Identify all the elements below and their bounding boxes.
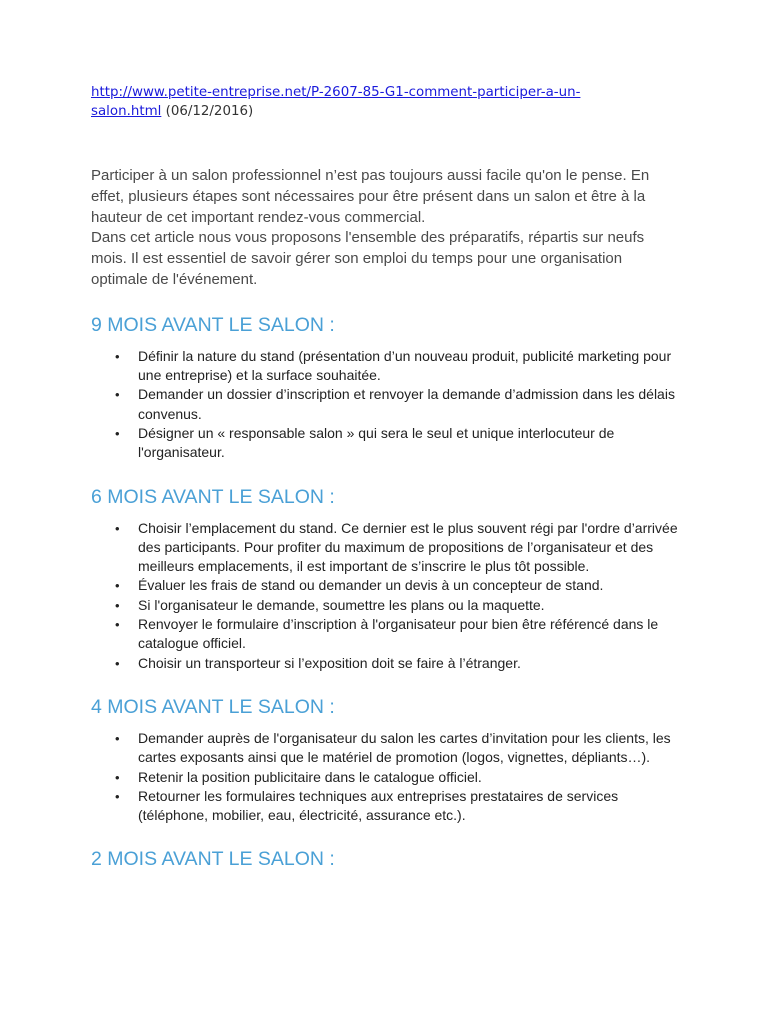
list-item-text: Évaluer les frais de stand ou demander un devis à un concepteur de stand. xyxy=(138,577,604,594)
list-item-text: Si l'organisateur le demande, soumettre les plans ou la maquette. xyxy=(138,596,545,613)
intro xyxy=(91,166,681,291)
list-item xyxy=(91,768,681,787)
bullet: • xyxy=(115,348,120,364)
source-url-line1[interactable]: http://www.petite-entreprise.net/P-2607-85-G1-comment-participer-a-un- xyxy=(91,85,581,100)
list-item xyxy=(91,576,681,595)
list-item-text: Renvoyer le formulaire d’inscription à l'organisateur pour bien être référencé dans le catalogue officiel. xyxy=(138,616,659,652)
list-item xyxy=(91,654,681,673)
section-list-6-months xyxy=(91,519,681,673)
bullet: • xyxy=(115,730,120,746)
bullet: • xyxy=(115,617,120,633)
list-item-text: Retourner les formulaires techniques aux entreprises prestataires de services (téléphone, mobilier, eau, électricité, assurance etc.). xyxy=(138,787,619,824)
list-item xyxy=(91,596,681,615)
intro-paragraph-1: Participer à un salon professionnel n’est pas toujours aussi facile qu'on le pense. En effet, plusieurs étapes sont nécessaires pour être présent dans un salon et être à la hauteur de cet important rendez-vous commercial. xyxy=(91,167,650,226)
document-page xyxy=(91,84,681,871)
section-title-2-months: 2 MOIS AVANT LE SALON : xyxy=(91,848,335,871)
section-title-4-months: 4 MOIS AVANT LE SALON : xyxy=(91,695,335,718)
list-item xyxy=(91,424,681,463)
bullet: • xyxy=(115,788,120,804)
list-item-text: Demander auprès de l'organisateur du salon les cartes d’invitation pour les clients, les cartes exposants ainsi que le matériel de promotion (logos, vignettes, dépliants…). xyxy=(138,729,671,766)
bullet: • xyxy=(115,387,120,403)
section-title-9-months: 9 MOIS AVANT LE SALON : xyxy=(91,313,335,336)
list-item-text: Choisir l’emplacement du stand. Ce dernier est le plus souvent régi par l'ordre d’arrivée des participants. Pour profiter du maximum de propositions de l’organisateur et des meilleurs emplacements, il est important de s’inscrire le plus tôt possible. xyxy=(138,519,678,575)
list-item-text: Demander un dossier d’inscription et renvoyer la demande d’admission dans les délais convenus. xyxy=(138,386,675,422)
list-item-text: Définir la nature du stand (présentation d’un nouveau produit, publicité marketing pour une entreprise) et la surface souhaitée. xyxy=(138,347,672,384)
bullet: • xyxy=(115,520,120,536)
list-item xyxy=(91,729,681,768)
bullet: • xyxy=(115,655,120,671)
section-title-6-months: 6 MOIS AVANT LE SALON : xyxy=(91,485,335,508)
list-item-text: Choisir un transporteur si l’exposition doit se faire à l’étranger. xyxy=(138,654,521,671)
list-item-text: Désigner un « responsable salon » qui sera le seul et unique interlocuteur de l'organisateur. xyxy=(138,424,615,461)
list-item xyxy=(91,615,681,654)
bullet: • xyxy=(115,597,120,613)
section-list-4-months xyxy=(91,729,681,825)
bullet: • xyxy=(115,425,120,441)
bullet: • xyxy=(115,578,120,594)
source-date: (06/12/2016) xyxy=(161,103,254,119)
bullet: • xyxy=(115,769,120,785)
source-url-line2[interactable]: salon.html xyxy=(91,103,162,119)
list-item xyxy=(91,385,681,424)
section-list-9-months xyxy=(91,347,681,463)
list-item-text: Retenir la position publicitaire dans le catalogue officiel. xyxy=(138,768,482,785)
list-item xyxy=(91,347,681,386)
intro-paragraph-2: Dans cet article nous vous proposons l'ensemble des préparatifs, répartis sur neufs mois. Il est essentiel de savoir gérer son emploi du temps pour une organisation optimale de l'événement. xyxy=(91,229,645,288)
source-reference xyxy=(91,84,681,121)
list-item xyxy=(91,519,681,577)
list-item xyxy=(91,787,681,826)
